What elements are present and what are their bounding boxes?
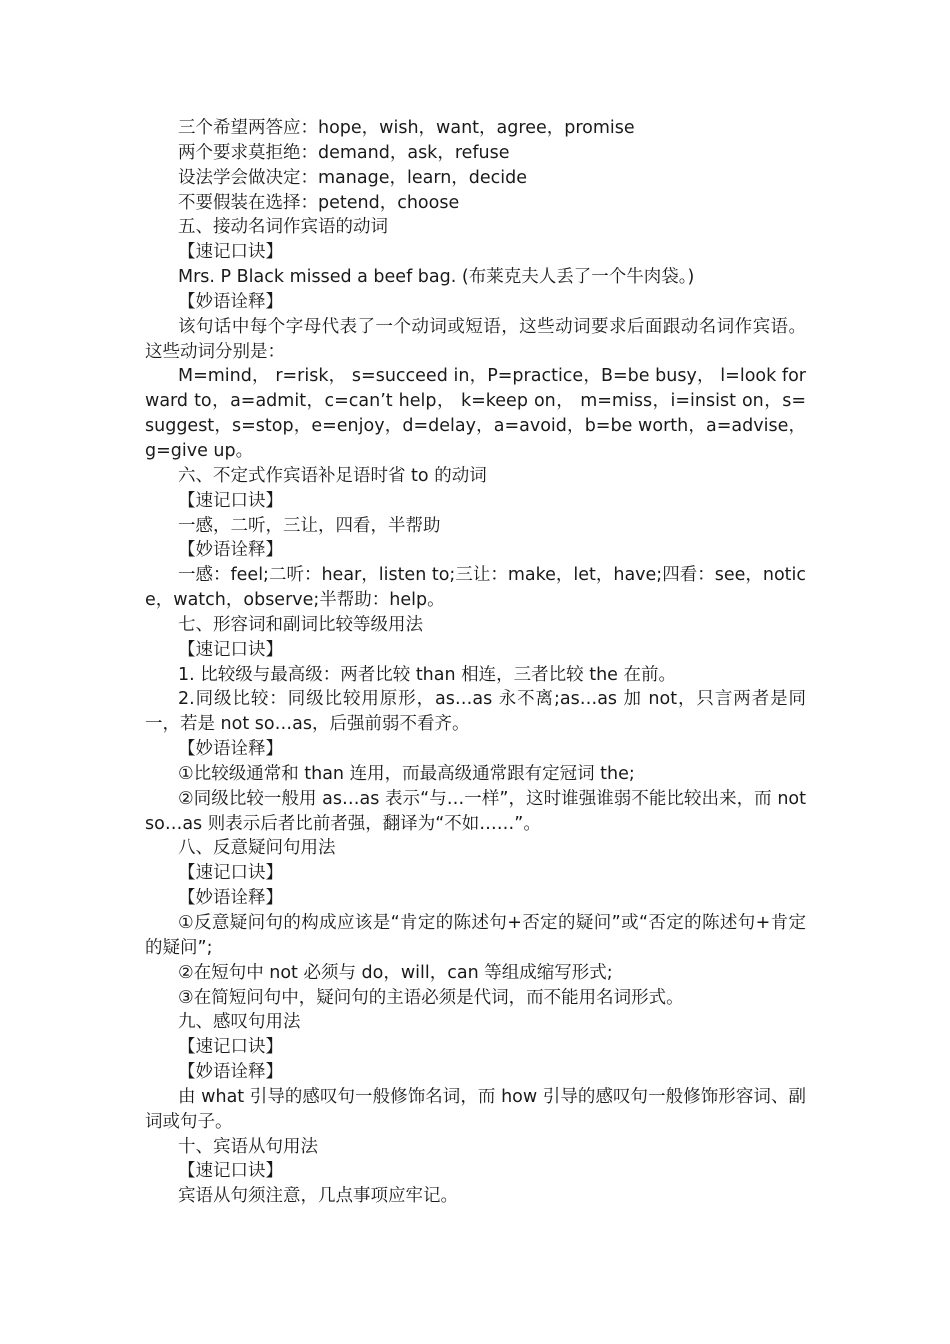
section-heading: 十、宾语从句用法 [178, 1136, 318, 1157]
paragraph: 两个要求莫拒绝：demand，ask，refuse [178, 142, 510, 163]
paragraph: ②在短句中 not 必须与 do，will，can 等组成缩写形式; [178, 962, 613, 983]
paragraph: ③在简短问句中，疑问句的主语必须是代词，而不能用名词形式。 [178, 987, 684, 1008]
subheading: 【速记口诀】 [178, 1161, 283, 1182]
paragraph: ①比较级通常和 than 连用，而最高级通常跟有定冠词 the; [178, 763, 635, 784]
paragraph: M=mind， r=risk， s=succeed in，P=practice，B=be busy， l=look forward to，a=admit，c=can’t help， k=keep on， m=miss，i=insist on，s=suggest，s=stop，e=enjoy，d=delay，a=avoid，b=be worth，a=advise，g=give up。 [145, 366, 806, 461]
subheading: 【速记口诀】 [178, 1037, 283, 1058]
subheading: 【速记口诀】 [178, 863, 283, 884]
subheading: 【妙语诠释】 [178, 1062, 283, 1083]
section-heading: 六、不定式作宾语补足语时省 to 的动词 [178, 465, 487, 486]
paragraph: 不要假装在选择：petend，choose [178, 192, 460, 213]
paragraph: ①反意疑问句的构成应该是“肯定的陈述句+否定的疑问”或“否定的陈述句+肯定的疑问”; [145, 913, 806, 958]
section-heading: 八、反意疑问句用法 [178, 838, 336, 859]
paragraph: 1. 比较级与最高级：两者比较 than 相连，三者比较 the 在前。 [178, 664, 676, 685]
section-heading: 九、感叹句用法 [178, 1012, 301, 1033]
subheading: 【妙语诠释】 [178, 888, 283, 909]
paragraph: 一感，二听，三让，四看，半帮助 [178, 515, 441, 536]
paragraph: 设法学会做决定：manage，learn，decide [178, 167, 528, 188]
paragraph: Mrs. P Black missed a beef bag. (布莱克夫人丢了一个牛肉袋。) [178, 267, 695, 288]
subheading: 【妙语诠释】 [178, 739, 283, 760]
paragraph: 该句话中每个字母代表了一个动词或短语，这些动词要求后面跟动名词作宾语。这些动词分别是： [145, 316, 806, 362]
section-heading: 五、接动名词作宾语的动词 [178, 217, 388, 238]
section-heading: 七、形容词和副词比较等级用法 [178, 614, 423, 635]
subheading: 【速记口诀】 [178, 639, 283, 660]
paragraph: 三个希望两答应：hope，wish，want，agree，promise [178, 118, 635, 138]
paragraph: 一感：feel;二听：hear，listen to;三让：make，let，have;四看：see，notice，watch，observe;半帮助：help。 [145, 565, 806, 611]
subheading: 【妙语诠释】 [178, 540, 283, 561]
subheading: 【速记口诀】 [178, 490, 283, 511]
paragraph: ②同级比较一般用 as…as 表示“与…一样”，这时谁强谁弱不能比较出来，而 not so…as 则表示后者比前者强，翻译为“不如……”。 [145, 788, 806, 834]
paragraph: 宾语从句须注意，几点事项应牢记。 [178, 1186, 458, 1207]
subheading: 【妙语诠释】 [178, 291, 283, 312]
document-body [145, 116, 806, 1209]
subheading: 【速记口诀】 [178, 242, 283, 263]
paragraph: 由 what 引导的感叹句一般修饰名词，而 how 引导的感叹句一般修饰形容词、副词或句子。 [145, 1086, 806, 1132]
paragraph: 2.同级比较：同级比较用原形，as…as 永不离;as…as 加 not，只言两者是同一，若是 not so…as，后强前弱不看齐。 [145, 689, 806, 735]
